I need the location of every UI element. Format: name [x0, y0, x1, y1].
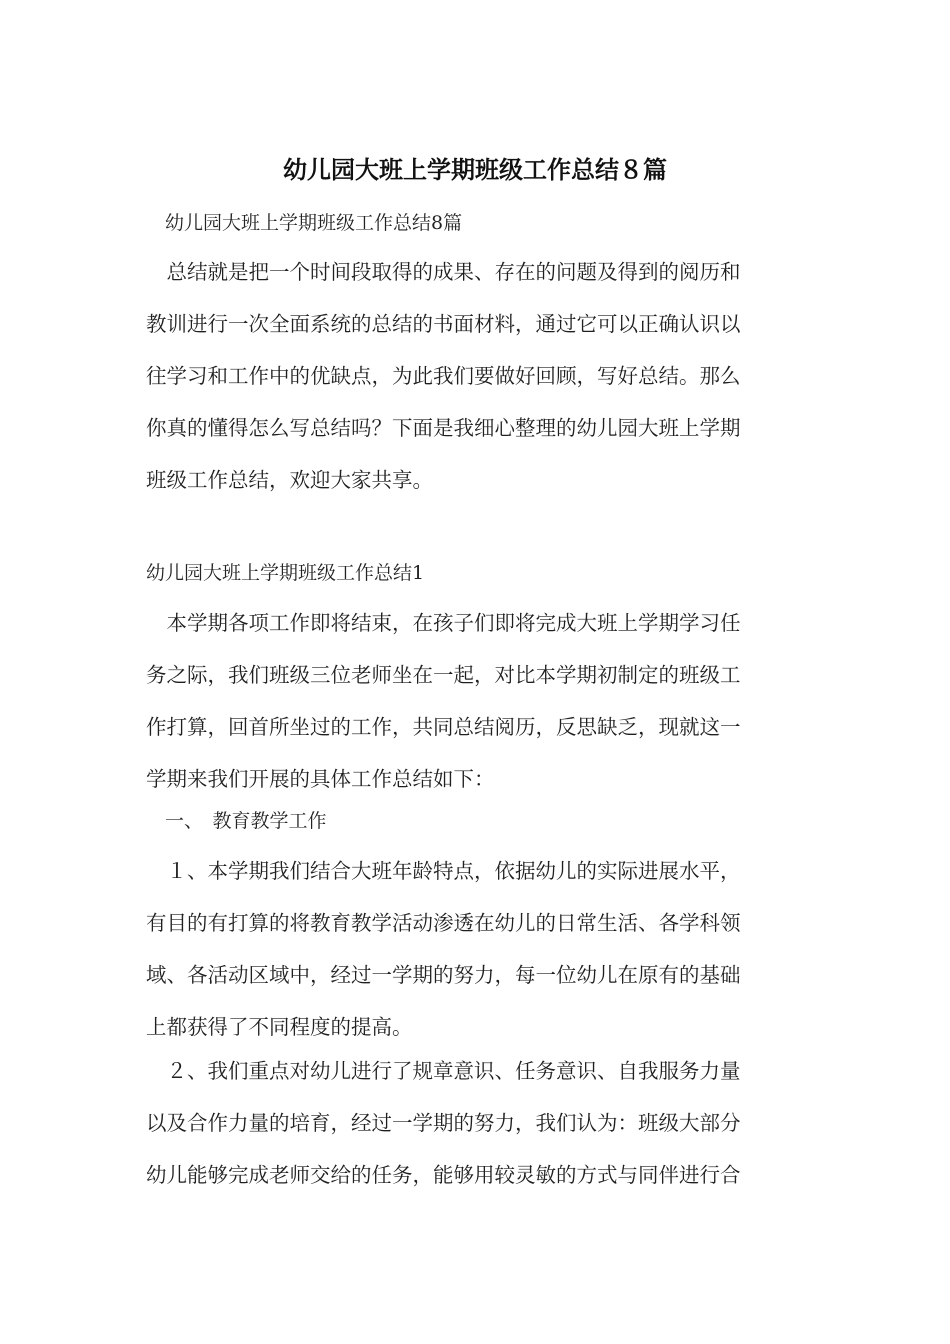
- paragraph-line: 域、各活动区域中，经过一学期的努力，每一位幼儿在原有的基础: [146, 963, 741, 987]
- paragraph-line: 幼儿能够完成老师交给的任务，能够用较灵敏的方式与同伴进行合: [146, 1163, 741, 1187]
- paragraph-line: 往学习和工作中的优缺点，为此我们要做好回顾，写好总结。那么: [146, 364, 741, 388]
- paragraph-line: 务之际，我们班级三位老师坐在一起，对比本学期初制定的班级工: [146, 663, 741, 687]
- paragraph-line: 你真的懂得怎么写总结吗？下面是我细心整理的幼儿园大班上学期: [146, 416, 741, 440]
- paragraph-line: 班级工作总结，欢迎大家共享。: [146, 468, 433, 492]
- paragraph-line: 本学期各项工作即将结束，在孩子们即将完成大班上学期学习任: [146, 611, 741, 635]
- paragraph-line: 总结就是把一个时间段取得的成果、存在的问题及得到的阅历和: [146, 260, 741, 284]
- document-subtitle: 幼儿园大班上学期班级工作总结8篇: [165, 212, 463, 234]
- paragraph-line: ２、我们重点对幼儿进行了规章意识、任务意识、自我服务力量: [146, 1059, 741, 1083]
- paragraph-line: 以及合作力量的培育，经过一学期的努力，我们认为：班级大部分: [146, 1111, 741, 1135]
- paragraph-line: 教训进行一次全面系统的总结的书面材料，通过它可以正确认识以: [146, 312, 741, 336]
- section-heading: 幼儿园大班上学期班级工作总结1: [146, 562, 425, 584]
- paragraph-line: 上都获得了不同程度的提高。: [146, 1015, 413, 1039]
- item1-paragraph: [146, 845, 806, 1053]
- paragraph-line: 学期来我们开展的具体工作总结如下：: [146, 767, 495, 791]
- document-title: 幼儿园大班上学期班级工作总结８篇: [283, 156, 667, 184]
- intro-paragraph: [146, 246, 806, 506]
- paragraph-line: １、本学期我们结合大班年龄特点，依据幼儿的实际进展水平，: [146, 859, 741, 883]
- paragraph-line: 有目的有打算的将教育教学活动渗透在幼儿的日常生活、各学科领: [146, 911, 741, 935]
- item2-paragraph: [146, 1045, 806, 1201]
- section1-paragraph: [146, 597, 806, 805]
- subheading: 一、 教育教学工作: [146, 810, 327, 832]
- paragraph-line: 作打算，回首所坐过的工作，共同总结阅历，反思缺乏，现就这一: [146, 715, 741, 739]
